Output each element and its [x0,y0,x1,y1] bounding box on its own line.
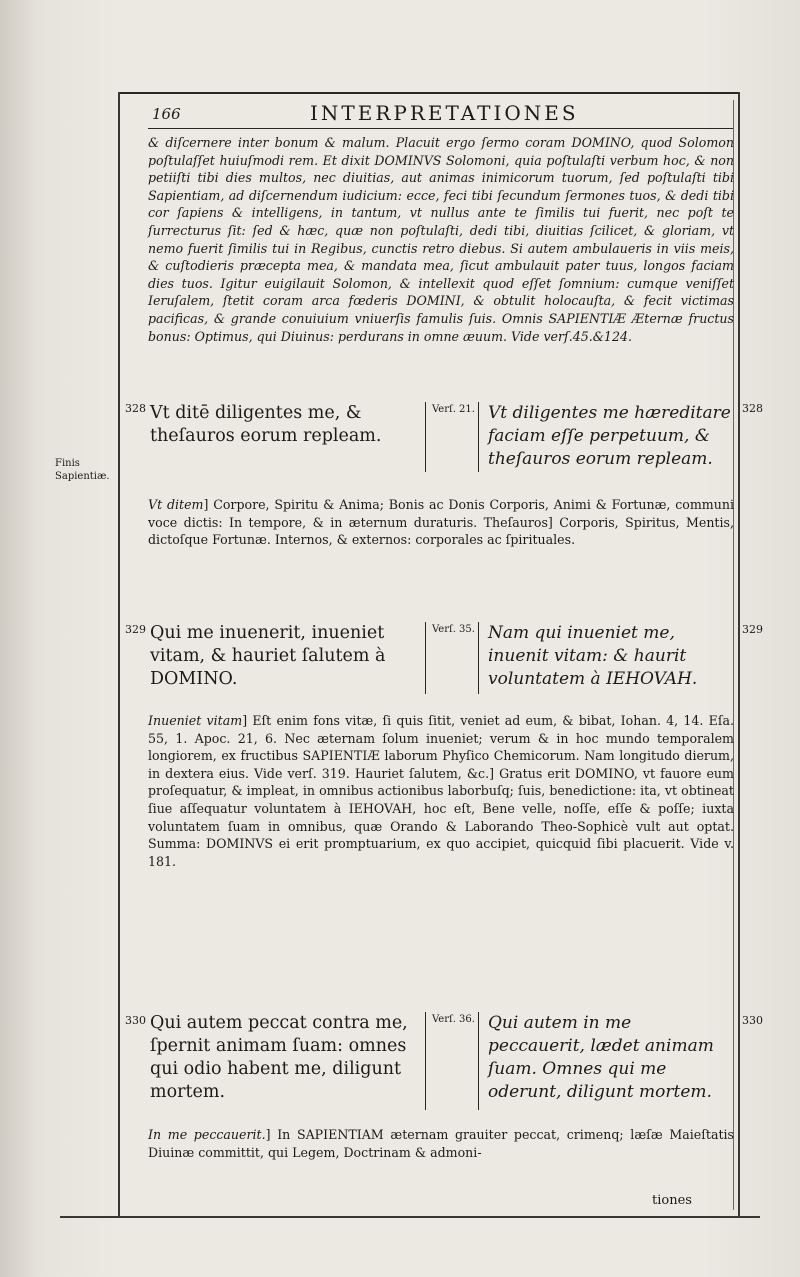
header-rule [148,128,733,129]
catchword: tiones [652,1193,692,1208]
commentary-330 [148,1126,734,1161]
verse-330-separator-right [478,1012,479,1110]
commentary-330-text: ] In SAPIENTIAM æternam grauiter peccat, crimenq; læſæ Maieſtatis Diuinæ committit, qui Legem, Doctrinam & admoni- [148,1127,735,1160]
verse-number-329-right: 329 [742,623,763,636]
commentary-330-lead: In me peccauerit. [148,1127,266,1142]
verse-328-separator-left [425,402,426,472]
verse-330-latin: Qui autem peccat contra me, ſpernit animam ſuam: omnes qui odio habent me, diligunt mortem. [150,1013,408,1102]
verse-328-latin: Vt ditē diligentes me, & theſauros eorum repleam. [150,403,382,446]
commentary-328-text: ] Corpore, Spiritu & Anima; Bonis ac Donis Corporis, Animi & Fortunæ, communi voce dictis: In tempore, & in æternum duraturis. Theſauros] Corporis, Spiritus, Mentis, dictoſque Fortunæ. Internos, & externos: corporales ac ſpirituales. [148,497,734,548]
verse-329-ref: Verſ. 35. [432,624,475,635]
frame-top-rule [120,92,740,94]
verse-329-separator-right [478,622,479,694]
verse-330-hebrew: Qui autem in me peccauerit, lædet animam ſuam. Omnes qui me oderunt, diligunt mortem. [488,1013,714,1102]
verse-number-330: 330 [125,1014,146,1027]
frame-right-rule [738,92,740,1217]
verse-number-330-right: 330 [742,1014,763,1027]
side-note: Finis Sapientiæ. [55,458,110,482]
verse-328-ref: Verſ. 21. [432,404,475,415]
verse-329-latin: Qui me inuenerit, inueniet vitam, & hauriet ſalutem à DOMINO. [150,623,386,689]
verse-number-328: 328 [125,402,146,415]
running-title: INTERPRETATIONES [310,101,579,125]
verse-number-329: 329 [125,623,146,636]
verse-328-separator-right [478,402,479,472]
verse-330-separator-left [425,1012,426,1110]
commentary-328 [148,496,734,549]
page-number: 166 [152,105,181,123]
commentary-329-lead: Inueniet vitam [148,713,243,728]
commentary-329 [148,712,734,870]
frame-bottom-rule [60,1216,760,1218]
verse-330-ref: Verſ. 36. [432,1014,475,1025]
commentary-329-text: ] Eſt enim fons vitæ, ſi quis ſitit, veniet ad eum, & bibat, Iohan. 4, 14. Eſa. 55, 1. Apoc. 21, 6. Nec æternam ſolum inueniet; verum & in hoc mundo temporalem longiorem, ex fructibus SAPIENTIÆ laborum Phyſico Chemicorum. Nam longitudo dierum, in dextera eius. Vide verſ. 319. Hauriet ſalutem, &c.] Gratus erit DOMINO, vt fauore eum proſequatur, & impleat, in omnibus actionibus laborbuſq; ſuis, benedictione: ita, vt obtineat ſiue aſſequatur voluntatem à IEHOVAH, hoc eſt, Bene velle, noſſe, eſſe & poſſe; iuxta voluntatem ſuam in omnibus, quæ Orando & Laborando Theo-Sophicè vult aut optat. Summa: DOMINVS ei erit promptuarium, ex quo accipiet, quicquid ſibi placuerit. Vide v. 181. [148,713,735,869]
top-paragraph: & diſcernere inter bonum & malum. Placuit ergo ſermo coram DOMINO, quod Solomon poſtulaſſet huiuſmodi rem. Et dixit DOMINVS Solomoni, quia poſtulaſti verbum hoc, & non petiiſti tibi dies multos, nec diuitias, aut animas inimicorum tuorum, ſed poſtulaſti tibi Sapientiam, ad diſcernendum iudicium: ecce, feci tibi ſecundum ſermones tuos, & dedi tibi cor ſapiens & intelligens, in tantum, vt nullus ante te ſimilis tui fuerit, nec poſt te ſurrecturus ſit: ſed & hæc, quæ non poſtulaſti, dedi tibi, diuitias ſcilicet, & gloriam, vt nemo fuerit ſimilis tui in Regibus, cunctis retro diebus. Si autem ambulaueris in viis meis, & cuſtodieris præcepta mea, & mandata mea, ſicut ambulauit pater tuus, longos faciam dies tuos. Igitur euigilauit Solomon, & intellexit quod eſſet ſomnium: cumque veniſſet Ieruſalem, ſtetit coram arca fœderis DOMINI, & obtulit holocauſta, & fecit victimas pacificas, & grande conuiuium vniuerſis famulis ſuis. Omnis SAPIENTIÆ Æternæ fructus bonus: Optimus, qui Diuinus: perdurans in omne æuum. Vide verſ.45.&124. [148,135,734,344]
verse-328-hebrew: Vt diligentes me hæreditare faciam eſſe perpetuum, & theſauros eorum repleam. [488,403,731,469]
commentary-328-lead: Vt ditem [148,497,204,512]
frame-left-rule [118,92,120,1217]
verse-number-328-right: 328 [742,402,763,415]
verse-329-hebrew: Nam qui inueniet me, inuenit vitam: & haurit voluntatem à IEHOVAH. [488,623,698,689]
verse-329-separator-left [425,622,426,694]
